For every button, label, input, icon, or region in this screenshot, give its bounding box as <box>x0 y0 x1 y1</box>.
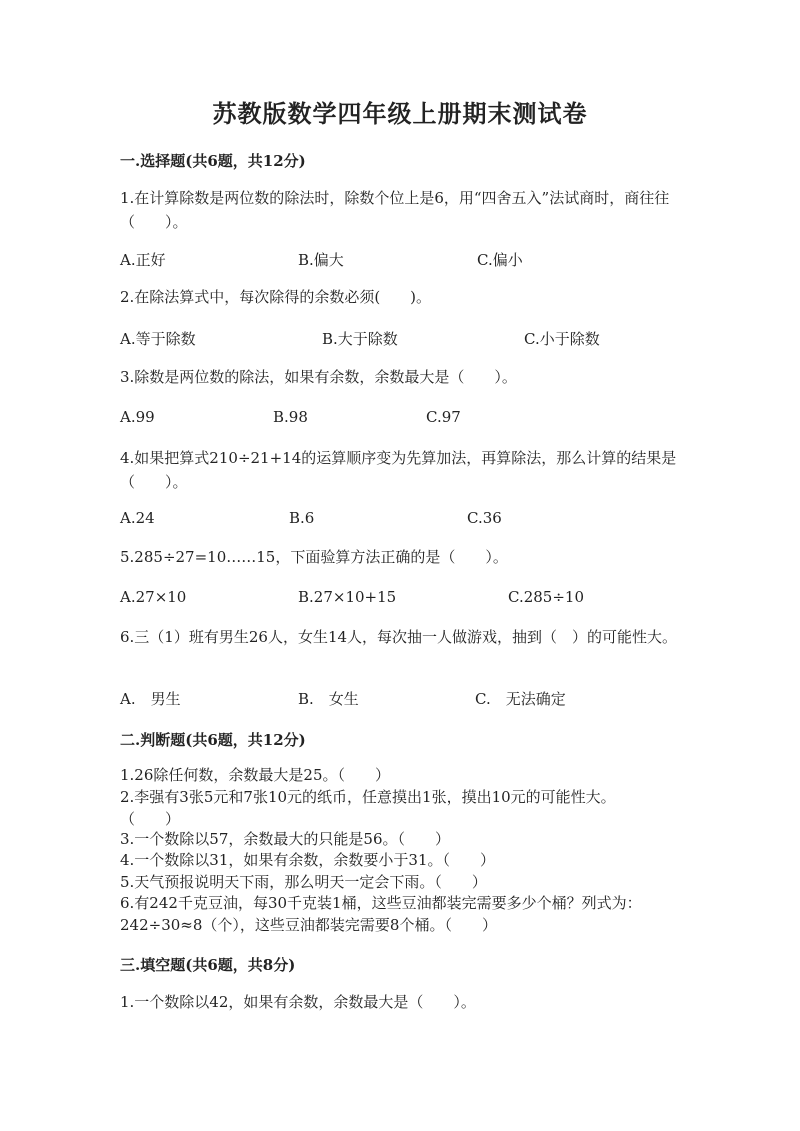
option-b: B.大于除数 <box>322 330 398 348</box>
section-heading-choice: 一.选择题(共6题，共12分) <box>120 152 306 170</box>
option-b: B.6 <box>289 509 315 527</box>
option-c: C.97 <box>426 408 461 426</box>
option-c: C.小于除数 <box>524 330 600 348</box>
option-a: A.24 <box>120 509 155 527</box>
section-heading-judge: 二.判断题(共6题，共12分) <box>120 731 306 749</box>
option-a: A.正好 <box>120 251 166 269</box>
option-a: A.27×10 <box>120 588 187 606</box>
judge-item: 2.李强有3张5元和7张10元的纸币，任意摸出1张，摸出10元的可能性大。 （ ） <box>120 788 639 828</box>
judge-item: 3.一个数除以57，余数最大的只能是56。（ ） <box>120 830 450 848</box>
option-b: B. 女生 <box>298 690 359 708</box>
question-text: 2.在除法算式中，每次除得的余数必须( )。 <box>120 288 432 306</box>
option-b: B.98 <box>273 408 308 426</box>
question-text: 3.除数是两位数的除法，如果有余数，余数最大是（ ）。 <box>120 368 517 386</box>
judge-item: 4.一个数除以31，如果有余数，余数要小于31。（ ） <box>120 851 495 869</box>
option-a: A.等于除数 <box>120 330 196 348</box>
judge-item: 1.26除任何数，余数最大是25。（ ） <box>120 766 390 784</box>
option-b: B.偏大 <box>298 251 344 269</box>
question-text: 6.三（1）班有男生26人，女生14人，每次抽一人做游戏，抽到（ ）的可能性大。 <box>120 628 678 646</box>
option-a: A. 男生 <box>120 690 181 708</box>
option-a: A.99 <box>120 408 155 426</box>
page-title: 苏教版数学四年级上册期末测试卷 <box>212 99 588 128</box>
question-text: 1.一个数除以42，如果有余数，余数最大是（ ）。 <box>120 993 476 1011</box>
option-c: C.36 <box>467 509 502 527</box>
option-c: C.285÷10 <box>508 588 584 606</box>
question-text: 1.在计算除数是两位数的除法时，除数个位上是6，用“四舍五入”法试商时，商往往（ ）。 <box>120 189 670 231</box>
question-text: 5.285÷27=10……15，下面验算方法正确的是（ ）。 <box>120 548 508 566</box>
judge-item: 5.天气预报说明天下雨，那么明天一定会下雨。（ ） <box>120 873 487 891</box>
section-heading-fill: 三.填空题(共6题，共8分) <box>120 956 296 974</box>
question-text: 4.如果把算式210÷21+14的运算顺序变为先算加法，再算除法，那么计算的结果是（ ）。 <box>120 449 677 491</box>
option-b: B.27×10+15 <box>298 588 397 606</box>
option-c: C. 无法确定 <box>475 690 566 708</box>
judge-item: 6.有242千克豆油，每30千克装1桶，这些豆油都装完需要多少个桶？列式为：242÷30≈8（个），这些豆油都装完需要8个桶。（ ） <box>120 894 642 934</box>
option-c: C.偏小 <box>477 251 523 269</box>
